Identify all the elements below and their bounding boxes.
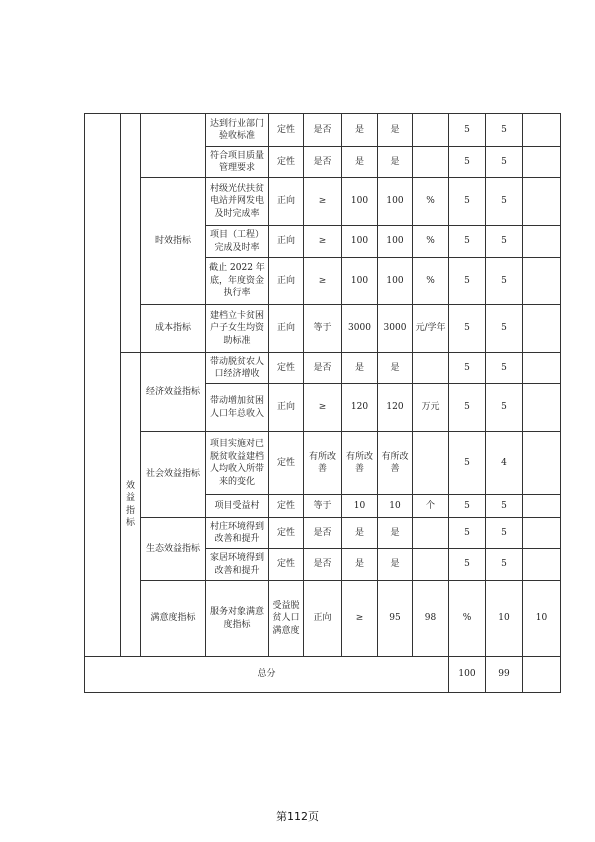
- indicator-actual: 是: [378, 518, 413, 549]
- indicator-name: 村级光伏扶贫电站并网发电及时完成率: [206, 178, 269, 226]
- indicator-target: 100: [342, 178, 378, 226]
- timeliness-indicator-label: 时效指标: [141, 178, 206, 305]
- indicator-score: 5: [486, 147, 523, 178]
- indicator-unit: %: [413, 178, 449, 226]
- indicator-target: 100: [342, 258, 378, 305]
- performance-table: [84, 113, 561, 693]
- indicator-target: 10: [342, 495, 378, 518]
- indicator-weight: 5: [449, 147, 486, 178]
- indicator-note: [523, 114, 561, 147]
- indicator-score: 4: [486, 432, 523, 495]
- indicator-weight: 5: [449, 549, 486, 581]
- indicator-target: 是: [342, 518, 378, 549]
- indicator-target: 100: [342, 226, 378, 258]
- indicator-target: 是: [342, 549, 378, 581]
- ecological-indicator-label: 生态效益指标: [141, 518, 206, 581]
- indicator-score: 5: [486, 305, 523, 353]
- indicator-unit: [413, 549, 449, 581]
- indicator-weight: 5: [449, 226, 486, 258]
- indicator-name: 项目（工程）完成及时率: [206, 226, 269, 258]
- indicator-name: 符合项目质量管理要求: [206, 147, 269, 178]
- benefit-indicator-label: 效益指标: [121, 353, 141, 657]
- indicator-score: 5: [486, 353, 523, 384]
- indicator-condition: 等于: [304, 495, 342, 518]
- indicator-condition: 有所改善: [304, 432, 342, 495]
- indicator-note: [523, 226, 561, 258]
- indicator-nature: 定性: [269, 432, 304, 495]
- indicator-score: 10: [523, 581, 561, 657]
- indicator-weight: 5: [449, 305, 486, 353]
- page-number: 第112页: [276, 810, 319, 823]
- indicator-target: 是: [342, 114, 378, 147]
- indicator-name: 项目实施对已脱贫收益建档人均收入所带来的变化: [206, 432, 269, 495]
- indicator-nature: 定性: [269, 549, 304, 581]
- indicator-name: 建档立卡贫困户子女生均资助标准: [206, 305, 269, 353]
- indicator-unit: %: [413, 226, 449, 258]
- indicator-condition: 等于: [304, 305, 342, 353]
- indicator-note: [523, 384, 561, 432]
- indicator-unit: %: [413, 258, 449, 305]
- indicator-target: 是: [342, 353, 378, 384]
- service-indicator-label: 服务对象满意度指标: [206, 581, 269, 657]
- level3-indicator-cell: [141, 114, 206, 178]
- indicator-name: 带动增加贫困人口年总收入: [206, 384, 269, 432]
- indicator-target: 是: [342, 147, 378, 178]
- indicator-actual: 是: [378, 114, 413, 147]
- indicator-target: 3000: [342, 305, 378, 353]
- table-row: [85, 305, 561, 353]
- indicator-weight: 5: [449, 495, 486, 518]
- indicator-score: 5: [486, 258, 523, 305]
- table-row: [85, 178, 561, 226]
- total-note: [523, 657, 561, 693]
- indicator-actual: 100: [378, 226, 413, 258]
- indicator-note: [523, 549, 561, 581]
- indicator-condition: ≥: [342, 581, 378, 657]
- indicator-nature: 定性: [269, 114, 304, 147]
- indicator-nature: 正向: [269, 178, 304, 226]
- level1-indicator-cell: [85, 114, 121, 657]
- indicator-unit: 个: [413, 495, 449, 518]
- indicator-actual: 100: [378, 178, 413, 226]
- indicator-actual: 有所改善: [378, 432, 413, 495]
- indicator-weight: 5: [449, 384, 486, 432]
- indicator-actual: 3000: [378, 305, 413, 353]
- indicator-weight: 5: [449, 353, 486, 384]
- indicator-actual: 是: [378, 353, 413, 384]
- indicator-note: [523, 178, 561, 226]
- indicator-condition: 是否: [304, 114, 342, 147]
- indicator-condition: 是否: [304, 147, 342, 178]
- indicator-weight: 5: [449, 518, 486, 549]
- total-score: 99: [486, 657, 523, 693]
- indicator-score: 5: [486, 549, 523, 581]
- indicator-score: 5: [486, 178, 523, 226]
- indicator-nature: 定性: [269, 495, 304, 518]
- indicator-weight: 10: [486, 581, 523, 657]
- indicator-condition: ≥: [304, 226, 342, 258]
- indicator-condition: 是否: [304, 518, 342, 549]
- level2-indicator-cell: [121, 114, 141, 353]
- indicator-unit: 万元: [413, 384, 449, 432]
- indicator-nature: 正向: [269, 258, 304, 305]
- indicator-score: 5: [486, 495, 523, 518]
- indicator-note: [523, 305, 561, 353]
- indicator-actual: 120: [378, 384, 413, 432]
- table-row: [85, 353, 561, 384]
- indicator-actual: 10: [378, 495, 413, 518]
- total-label: 总分: [85, 657, 449, 693]
- indicator-unit: [413, 518, 449, 549]
- indicator-note: [523, 518, 561, 549]
- indicator-unit: [413, 432, 449, 495]
- indicator-condition: ≥: [304, 258, 342, 305]
- indicator-name: 达到行业部门验收标准: [206, 114, 269, 147]
- indicator-actual: 是: [378, 549, 413, 581]
- indicator-score: 5: [486, 384, 523, 432]
- indicator-weight: 5: [449, 178, 486, 226]
- indicator-unit: 元/学年: [413, 305, 449, 353]
- indicator-nature: 正向: [269, 305, 304, 353]
- indicator-score: 5: [486, 518, 523, 549]
- indicator-nature: 正向: [269, 384, 304, 432]
- indicator-actual: 100: [378, 258, 413, 305]
- indicator-note: [523, 147, 561, 178]
- indicator-name: 带动脱贫农人口经济增收: [206, 353, 269, 384]
- satisfaction-indicator-label: 满意度指标: [141, 581, 206, 657]
- indicator-target: 有所改善: [342, 432, 378, 495]
- indicator-nature: 正向: [269, 226, 304, 258]
- economic-indicator-label: 经济效益指标: [141, 353, 206, 432]
- indicator-note: [523, 353, 561, 384]
- indicator-unit: [413, 114, 449, 147]
- indicator-condition: 是否: [304, 353, 342, 384]
- indicator-actual: 98: [413, 581, 449, 657]
- table-row: [85, 581, 561, 657]
- indicator-score: 5: [486, 226, 523, 258]
- indicator-note: [523, 258, 561, 305]
- indicator-weight: 5: [449, 432, 486, 495]
- indicator-name: 截止 2022 年底，年度资金执行率: [206, 258, 269, 305]
- indicator-unit: [413, 353, 449, 384]
- indicator-weight: 5: [449, 258, 486, 305]
- cost-indicator-label: 成本指标: [141, 305, 206, 353]
- indicator-note: [523, 495, 561, 518]
- indicator-unit: [413, 147, 449, 178]
- indicator-name: 项目受益村: [206, 495, 269, 518]
- indicator-name: 家居环境得到改善和提升: [206, 549, 269, 581]
- total-row: [85, 657, 561, 693]
- indicator-nature: 定性: [269, 518, 304, 549]
- table-row: [85, 518, 561, 549]
- indicator-target: 95: [378, 581, 413, 657]
- social-indicator-label: 社会效益指标: [141, 432, 206, 518]
- indicator-weight: 5: [449, 114, 486, 147]
- indicator-name: 受益脱贫人口满意度: [269, 581, 304, 657]
- indicator-condition: 是否: [304, 549, 342, 581]
- indicator-nature: 定性: [269, 353, 304, 384]
- total-weight: 100: [449, 657, 486, 693]
- indicator-unit: %: [449, 581, 486, 657]
- indicator-note: [523, 432, 561, 495]
- indicator-actual: 是: [378, 147, 413, 178]
- table-row: [85, 114, 561, 147]
- table-row: [85, 432, 561, 495]
- indicator-condition: ≥: [304, 178, 342, 226]
- indicator-nature: 定性: [269, 147, 304, 178]
- indicator-nature: 正向: [304, 581, 342, 657]
- indicator-name: 村庄环境得到改善和提升: [206, 518, 269, 549]
- indicator-condition: ≥: [304, 384, 342, 432]
- indicator-score: 5: [486, 114, 523, 147]
- indicator-target: 120: [342, 384, 378, 432]
